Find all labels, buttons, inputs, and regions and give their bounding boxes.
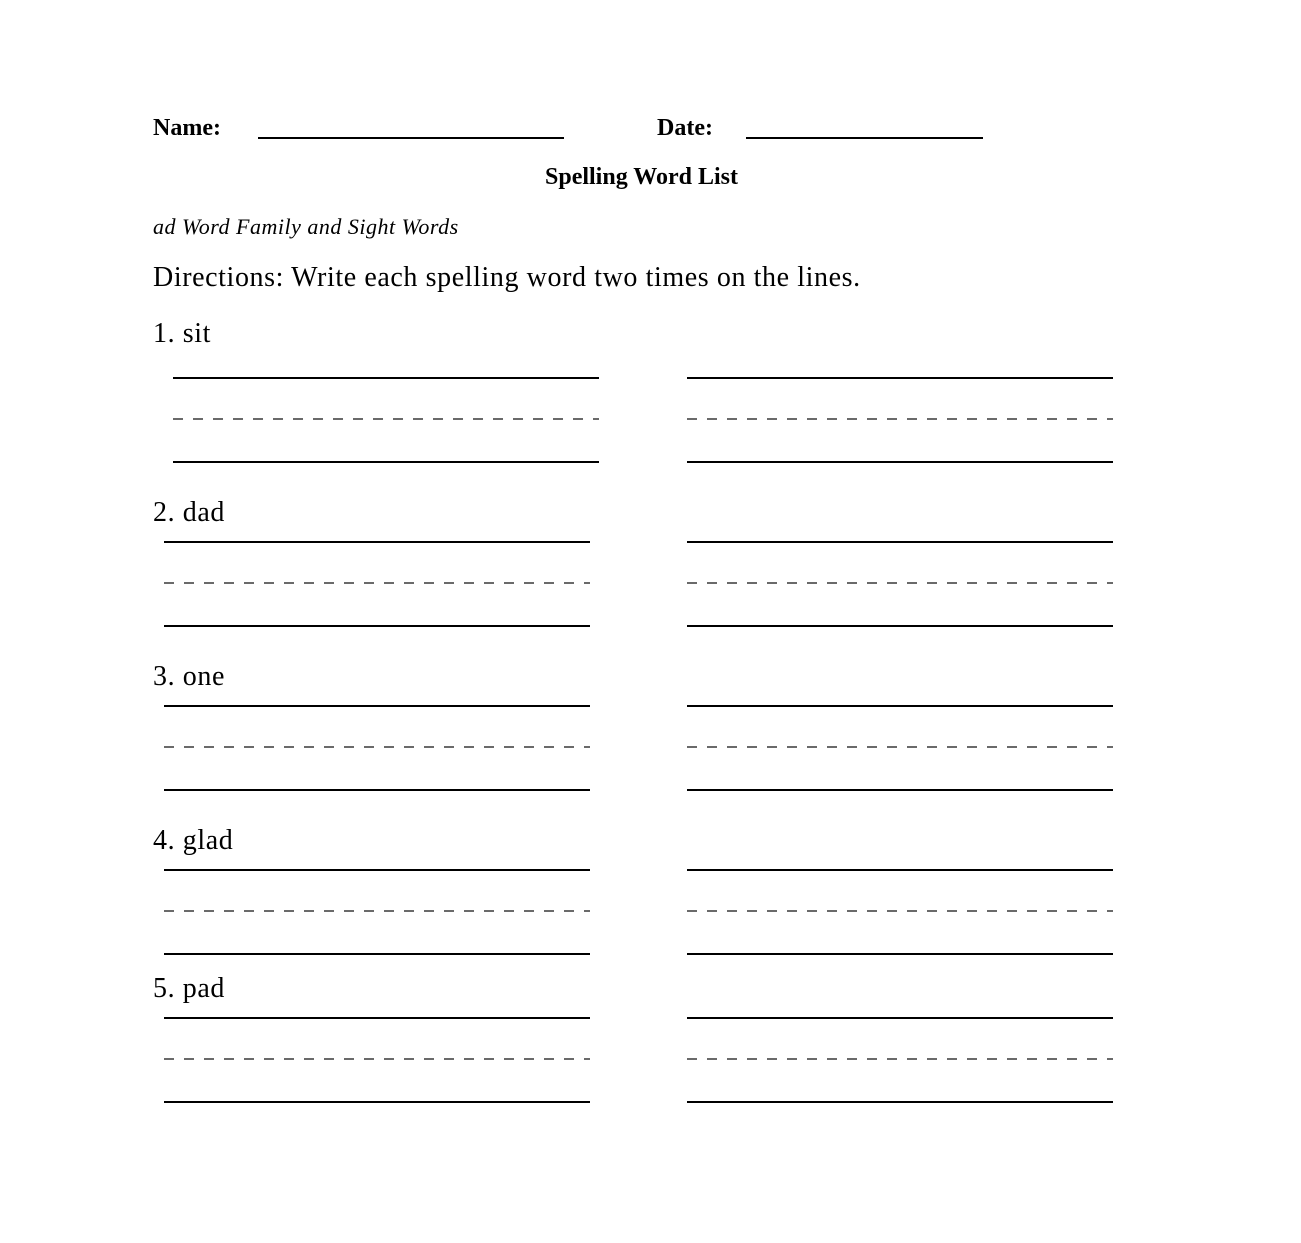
- writing-top-line: [164, 869, 590, 871]
- name-label: Name:: [153, 115, 221, 141]
- writing-mid-dashed-line: [687, 418, 1113, 420]
- writing-mid-dashed-line: [164, 910, 590, 912]
- writing-base-line: [164, 625, 590, 627]
- writing-mid-dashed-line: [164, 746, 590, 748]
- writing-mid-dashed-line: [164, 582, 590, 584]
- writing-top-line: [687, 541, 1113, 543]
- writing-top-line: [687, 869, 1113, 871]
- word-label-1: 1. sit: [153, 318, 212, 349]
- writing-top-line: [687, 705, 1113, 707]
- writing-top-line: [164, 1017, 590, 1019]
- writing-mid-dashed-line: [173, 418, 599, 420]
- writing-base-line: [164, 789, 590, 791]
- word-label-3: 3. one: [153, 661, 226, 692]
- writing-top-line: [164, 705, 590, 707]
- writing-top-line: [687, 377, 1113, 379]
- writing-base-line: [687, 789, 1113, 791]
- worksheet-subtitle: ad Word Family and Sight Words: [153, 214, 459, 239]
- directions-text: Directions: Write each spelling word two times on the lines.: [153, 262, 861, 293]
- writing-base-line: [687, 1101, 1113, 1103]
- writing-base-line: [173, 461, 599, 463]
- writing-top-line: [173, 377, 599, 379]
- writing-base-line: [164, 1101, 590, 1103]
- writing-base-line: [687, 625, 1113, 627]
- writing-mid-dashed-line: [687, 582, 1113, 584]
- writing-base-line: [687, 461, 1113, 463]
- page-title: Spelling Word List: [545, 164, 738, 190]
- name-field[interactable]: [258, 137, 564, 139]
- writing-base-line: [164, 953, 590, 955]
- writing-base-line: [687, 953, 1113, 955]
- writing-top-line: [687, 1017, 1113, 1019]
- writing-mid-dashed-line: [687, 910, 1113, 912]
- writing-mid-dashed-line: [687, 1058, 1113, 1060]
- writing-mid-dashed-line: [164, 1058, 590, 1060]
- date-field[interactable]: [746, 137, 983, 139]
- date-label: Date:: [657, 115, 713, 141]
- word-label-5: 5. pad: [153, 973, 226, 1004]
- word-label-2: 2. dad: [153, 497, 226, 528]
- writing-mid-dashed-line: [687, 746, 1113, 748]
- writing-top-line: [164, 541, 590, 543]
- word-label-4: 4. glad: [153, 825, 234, 856]
